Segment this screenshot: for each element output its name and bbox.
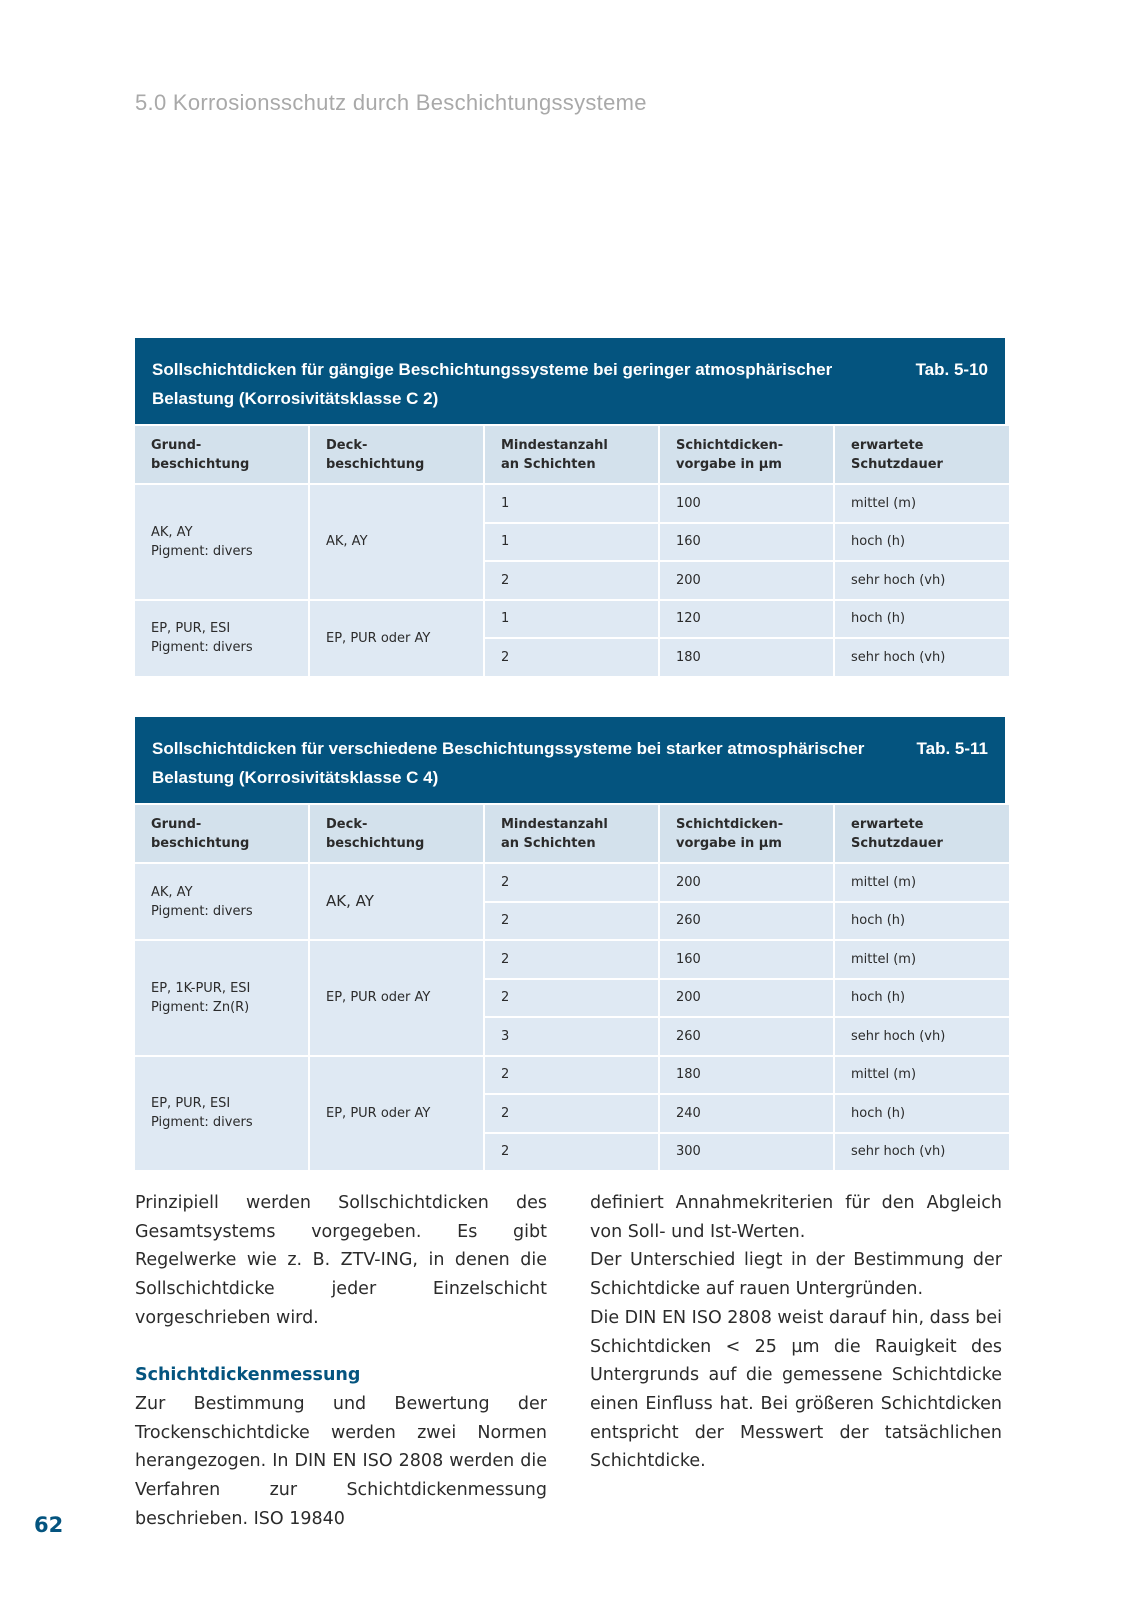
grund-cell: EP, PUR, ESI Pigment: divers — [135, 601, 308, 676]
paragraph: Die DIN EN ISO 2808 weist darauf hin, dass bei Schichtdicken < 25 µm die Rauigkeit des Untergrunds auf die gemessene Schichtdicke einen Einfluss hat. Bei größeren Schichtdicken entspricht der Messwert der tatsächlichen Schichtdicke. — [590, 1307, 1002, 1472]
column-header: Grund- beschichtung — [135, 426, 308, 483]
table-number: Tab. 5-10 — [915, 360, 988, 379]
table-title: Sollschichtdicken für gängige Beschichtungssysteme bei geringer atmosphärischer Belastung (Korrosivitätsklasse C 2) — [152, 360, 833, 408]
page-number: 62 — [34, 1513, 64, 1537]
dauer-cell: hoch (h) — [835, 601, 1009, 638]
table-number: Tab. 5-11 — [916, 739, 988, 758]
dicke-cell: 160 — [660, 941, 833, 978]
subheading: Schichtdickenmessung — [135, 1365, 361, 1386]
dicke-cell: 260 — [660, 903, 833, 940]
dauer-cell: sehr hoch (vh) — [835, 562, 1009, 599]
table-grid — [135, 805, 1005, 1170]
grund-cell: EP, 1K-PUR, ESI Pigment: Zn(R) — [135, 941, 308, 1055]
paragraph: Zur Bestimmung und Bewertung der Trockenschichtdicke werden zwei Normen herangezogen. In DIN EN ISO 2808 werden die Verfahren zur Schichtdickenmessung beschrieben. ISO 19840 — [135, 1393, 547, 1529]
dicke-cell: 160 — [660, 524, 833, 561]
chapter-heading: 5.0 Korrosionsschutz durch Beschichtungssysteme — [135, 90, 647, 115]
grund-cell: EP, PUR, ESI Pigment: divers — [135, 1057, 308, 1171]
grund-cell: AK, AY Pigment: divers — [135, 864, 308, 939]
dauer-cell: hoch (h) — [835, 903, 1009, 940]
column-header: Schichtdicken- vorgabe in µm — [660, 426, 833, 483]
dicke-cell: 100 — [660, 485, 833, 522]
dauer-cell: hoch (h) — [835, 980, 1009, 1017]
paragraph: definiert Annahmekriterien für den Abgleich von Soll- und Ist-Werten. — [590, 1193, 1002, 1242]
anzahl-cell: 2 — [485, 864, 658, 901]
deck-cell: AK, AY — [310, 485, 483, 599]
dicke-cell: 200 — [660, 980, 833, 1017]
table-5-11 — [135, 717, 1005, 1170]
right-column — [590, 1189, 1002, 1476]
anzahl-cell: 2 — [485, 903, 658, 940]
anzahl-cell: 3 — [485, 1018, 658, 1055]
anzahl-cell: 1 — [485, 485, 658, 522]
dicke-cell: 200 — [660, 562, 833, 599]
table-header-bar — [135, 338, 1005, 424]
column-header: erwartete Schutzdauer — [835, 805, 1009, 862]
dicke-cell: 260 — [660, 1018, 833, 1055]
dauer-cell: sehr hoch (vh) — [835, 1018, 1009, 1055]
column-header: Deck- beschichtung — [310, 426, 483, 483]
dicke-cell: 180 — [660, 639, 833, 676]
column-header: Mindestanzahl an Schichten — [485, 805, 658, 862]
column-header: Mindestanzahl an Schichten — [485, 426, 658, 483]
dauer-cell: mittel (m) — [835, 1057, 1009, 1094]
table-header-bar — [135, 717, 1005, 803]
dicke-cell: 240 — [660, 1095, 833, 1132]
anzahl-cell: 2 — [485, 1095, 658, 1132]
anzahl-cell: 2 — [485, 639, 658, 676]
deck-cell: EP, PUR oder AY — [310, 941, 483, 1055]
dicke-cell: 200 — [660, 864, 833, 901]
column-header: erwartete Schutzdauer — [835, 426, 1009, 483]
dauer-cell: hoch (h) — [835, 524, 1009, 561]
deck-cell: EP, PUR oder AY — [310, 601, 483, 676]
anzahl-cell: 2 — [485, 941, 658, 978]
anzahl-cell: 2 — [485, 1134, 658, 1171]
paragraph: Der Unterschied liegt in der Bestimmung der Schichtdicke auf rauen Untergründen. — [590, 1250, 1002, 1300]
table-5-10 — [135, 338, 1005, 676]
left-column — [135, 1189, 547, 1533]
table-title: Sollschichtdicken für verschiedene Beschichtungssysteme bei starker atmosphärischer Belastung (Korrosivitätsklasse C 4) — [152, 739, 865, 787]
dauer-cell: hoch (h) — [835, 1095, 1009, 1132]
anzahl-cell: 2 — [485, 562, 658, 599]
anzahl-cell: 1 — [485, 524, 658, 561]
dauer-cell: sehr hoch (vh) — [835, 639, 1009, 676]
anzahl-cell: 2 — [485, 1057, 658, 1094]
dauer-cell: mittel (m) — [835, 485, 1009, 522]
anzahl-cell: 2 — [485, 980, 658, 1017]
column-header: Grund- beschichtung — [135, 805, 308, 862]
dicke-cell: 300 — [660, 1134, 833, 1171]
grund-cell: AK, AY Pigment: divers — [135, 485, 308, 599]
dicke-cell: 120 — [660, 601, 833, 638]
dicke-cell: 180 — [660, 1057, 833, 1094]
deck-cell: AK, AY — [310, 864, 483, 939]
paragraph: Prinzipiell werden Sollschichtdicken des Gesamtsystems vorgegeben. Es gibt Regelwerke wie z. B. ZTV-ING, in denen die Sollschichtdicke jeder Einzelschicht vorgeschrieben wird. — [135, 1193, 547, 1328]
table-grid — [135, 426, 1005, 676]
dauer-cell: sehr hoch (vh) — [835, 1134, 1009, 1171]
dauer-cell: mittel (m) — [835, 864, 1009, 901]
anzahl-cell: 1 — [485, 601, 658, 638]
column-header: Deck- beschichtung — [310, 805, 483, 862]
dauer-cell: mittel (m) — [835, 941, 1009, 978]
deck-cell: EP, PUR oder AY — [310, 1057, 483, 1171]
column-header: Schichtdicken- vorgabe in µm — [660, 805, 833, 862]
